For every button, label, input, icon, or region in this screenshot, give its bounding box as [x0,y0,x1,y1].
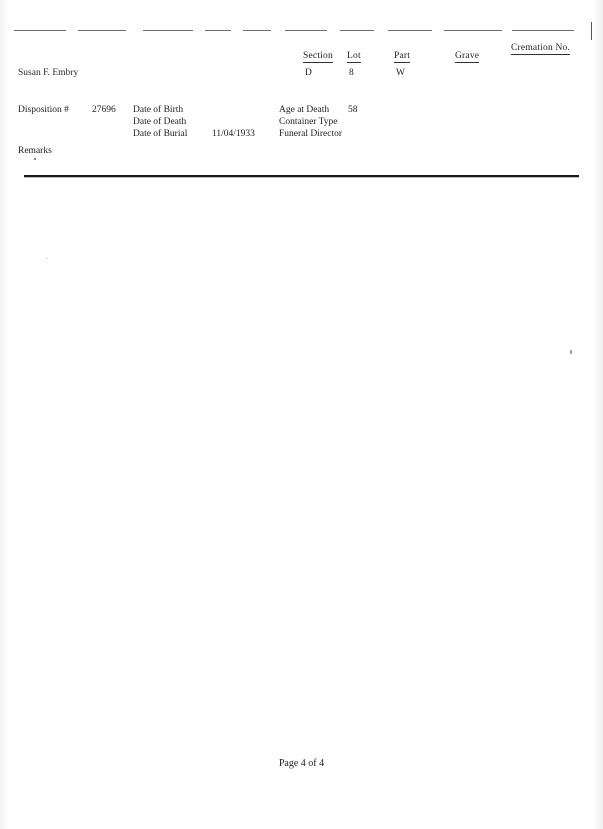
scan-speck [570,350,572,354]
remarks-label: Remarks [18,146,52,156]
column-value-section: D [305,68,312,78]
deceased-name: Susan F. Embry [18,68,79,78]
top-rule-segment [340,30,374,31]
page-footer: Page 4 of 4 [278,758,325,769]
remarks-ink-speck [34,158,36,160]
top-rule-segment [243,30,271,31]
column-header-lot: Lot [347,51,361,61]
top-rule-segment [78,30,126,31]
column-header-part: Part [394,51,411,61]
top-rule-segment [285,30,327,31]
top-rule-segment [444,30,502,31]
date-of-burial-label: Date of Burial [133,129,188,139]
column-value-part: W [396,68,405,78]
top-rule-end-tick [591,22,592,40]
age-at-death-value: 58 [348,105,358,115]
section-divider-rule-shadow [24,177,579,178]
age-at-death-label: Age at Death [279,105,330,115]
top-rule-segment [205,30,231,31]
scan-edge-left [0,0,7,829]
column-header-grave: Grave [455,51,480,61]
container-type-label: Container Type [279,117,338,127]
column-header-section: Section [303,51,333,61]
date-of-burial-value: 11/04/1933 [212,129,255,139]
funeral-director-label: Funeral Director [279,129,343,139]
scan-speck [46,258,47,259]
scan-edge-right [594,0,603,829]
column-header-cremation-no: Cremation No. [511,43,571,53]
date-of-birth-label: Date of Birth [133,105,184,115]
top-rule-segment [143,30,193,31]
disposition-value: 27696 [92,105,116,115]
date-of-death-label: Date of Death [133,117,187,127]
top-rule-segment [512,30,574,31]
disposition-label: Disposition # [18,105,69,115]
column-value-lot: 8 [349,68,354,78]
top-rule-segment [14,30,66,31]
top-rule-segment [388,30,432,31]
